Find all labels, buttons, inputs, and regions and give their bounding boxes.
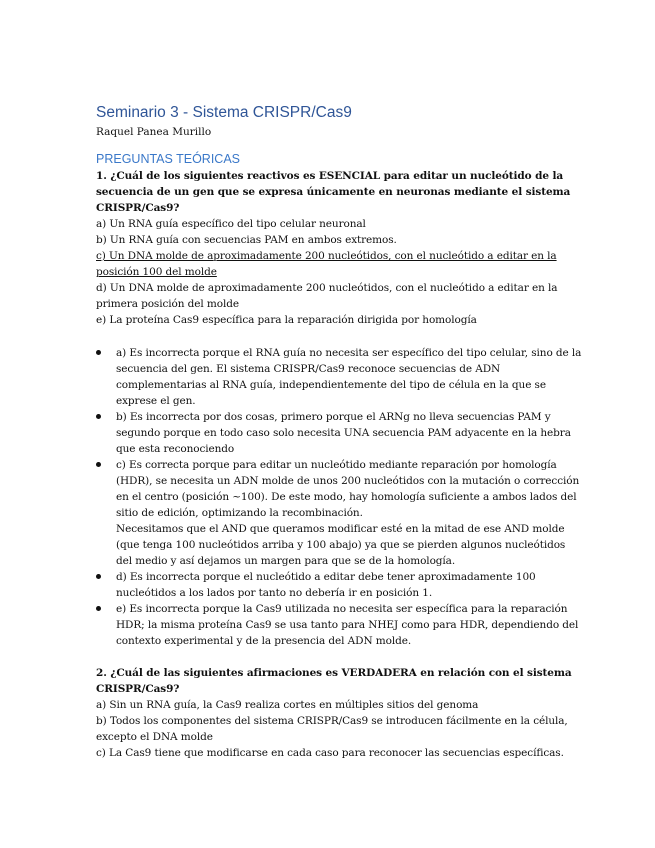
answer-line: (HDR), se necesita un ADN molde de unos 200 nucleótidos con la mutación o corrección [116, 475, 580, 487]
option-a: a) Sin un RNA guía, la Cas9 realiza cortes en múltiples sitios del genoma [96, 699, 479, 711]
option-a: a) Un RNA guía específico del tipo celular neuronal [96, 218, 366, 230]
answer-line: en el centro (posición ~100). De este modo, hay homología suficiente a ambos lados del [116, 491, 577, 503]
answer-line: b) Es incorrecta por dos cosas, primero porque el ARNg no lleva secuencias PAM y [116, 411, 551, 423]
option-d-line-1: d) Un DNA molde de aproximadamente 200 nucleótidos, con el nucleótido a editar en la [96, 282, 558, 294]
question-1 [96, 168, 571, 328]
bullet-icon [96, 414, 101, 419]
option-b: b) Un RNA guía con secuencias PAM en ambos extremos. [96, 234, 397, 246]
answer-line: contexto experimental y de la presencia del ADN molde. [116, 635, 412, 647]
answer-line: complementarias al RNA guía, independientemente del tipo de célula en la que se [116, 379, 546, 391]
answer-line: e) Es incorrecta porque la Cas9 utilizada no necesita ser específica para la reparación [116, 603, 568, 615]
question-2 [96, 665, 572, 761]
bullet-icon [96, 350, 101, 355]
answer-line: HDR; la misma proteína Cas9 se usa tanto para NHEJ como para HDR, dependiendo del [116, 619, 579, 631]
author-name: Raquel Panea Murillo [96, 126, 212, 138]
answer-item-d [96, 569, 566, 601]
answer-line: secuencia del gen. El sistema CRISPR/Cas9 reconoce secuencias de ADN [116, 363, 501, 375]
answer-item-e [96, 601, 579, 649]
answer-line: segundo porque en todo caso solo necesita UNA secuencia PAM adyacente en la hebra [116, 427, 571, 439]
answer-line: d) Es incorrecta porque el nucleótido a editar debe tener aproximadamente 100 [116, 571, 536, 583]
answer-line: a) Es incorrecta porque el RNA guía no necesita ser específico del tipo celular, sino de la [116, 347, 582, 359]
answer-line: Necesitamos que el AND que queramos modificar esté en la mitad de ese AND molde [116, 523, 565, 535]
option-c: c) La Cas9 tiene que modificarse en cada caso para reconocer las secuencias específicas. [96, 747, 564, 759]
question-line: CRISPR/Cas9? [96, 683, 180, 695]
document-title: Seminario 3 - Sistema CRISPR/Cas9 [96, 104, 352, 121]
answer-line: c) Es correcta porque para editar un nucleótido mediante reparación por homología [116, 459, 557, 471]
question-line: 1. ¿Cuál de los siguientes reactivos es ESENCIAL para editar un nucleótido de la [96, 170, 564, 182]
answer-line: (que tenga 100 nucleótidos arriba y 100 abajo) ya que se pierden algunos nucleótidos [116, 539, 566, 551]
answers-list [96, 345, 582, 649]
question-line: 2. ¿Cuál de las siguientes afirmaciones es VERDADERA en relación con el sistema [96, 667, 572, 679]
option-c-line-2: posición 100 del molde [96, 266, 217, 278]
option-c-line-1: c) Un DNA molde de aproximadamente 200 nucleótidos, con el nucleótido a editar en la [96, 250, 557, 262]
answer-line: sitio de edición, optimizando la recombinación. [116, 507, 363, 519]
bullet-icon [96, 606, 101, 611]
option-b-line-1: b) Todos los componentes del sistema CRISPR/Cas9 se introducen fácilmente en la célula, [96, 715, 568, 727]
answer-line: exprese el gen. [116, 395, 196, 407]
answer-item-c [96, 457, 580, 569]
section-heading: PREGUNTAS TEÓRICAS [96, 152, 241, 166]
option-e: e) La proteína Cas9 específica para la reparación dirigida por homología [96, 314, 477, 326]
answer-item-b [96, 409, 571, 457]
answer-item-a [96, 345, 582, 409]
option-d-line-2: primera posición del molde [96, 298, 239, 310]
question-line: CRISPR/Cas9? [96, 202, 180, 214]
answer-line: del medio y así dejamos un margen para que se de la homología. [116, 555, 456, 567]
answer-line: nucleótidos a los lados por tanto no debería ir en posición 1. [116, 587, 433, 599]
question-line: secuencia de un gen que se expresa únicamente en neuronas mediante el sistema [96, 186, 571, 198]
option-b-line-2: excepto el DNA molde [96, 731, 213, 743]
bullet-icon [96, 574, 101, 579]
bullet-icon [96, 462, 101, 467]
answer-line: que esta reconociendo [116, 443, 235, 455]
